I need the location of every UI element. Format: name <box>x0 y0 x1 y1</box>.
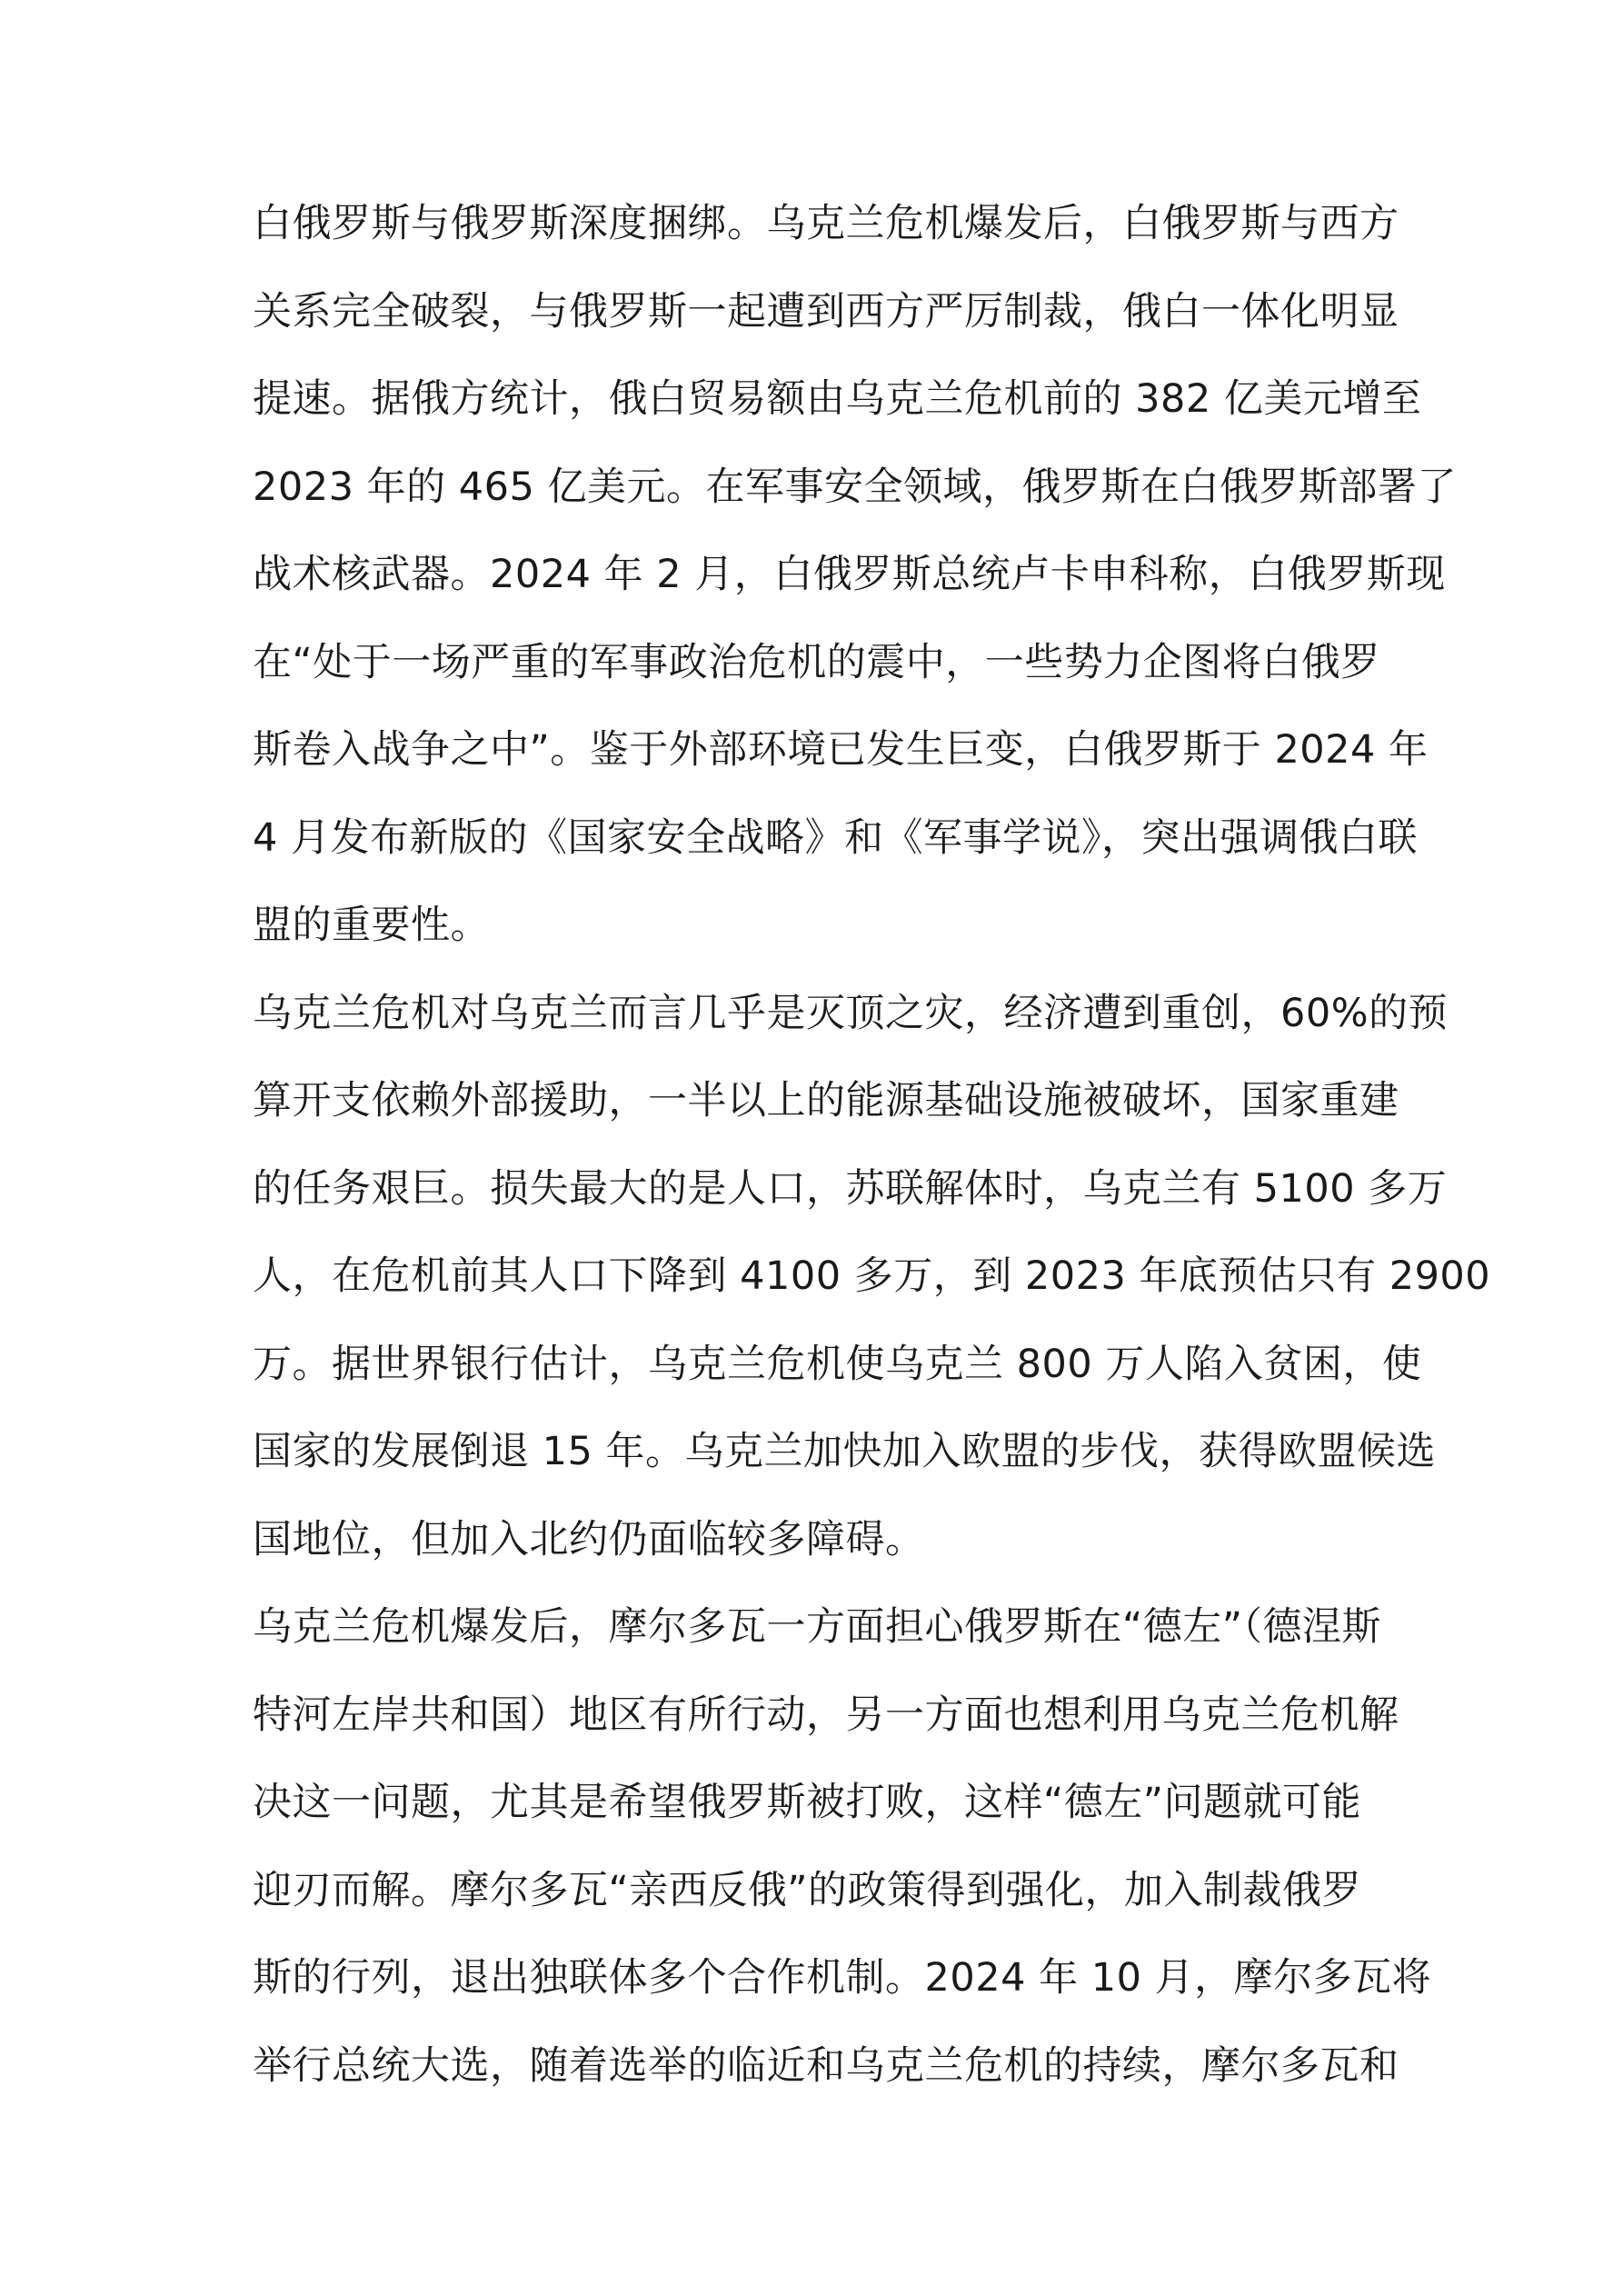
text-line: 战术核武器。2024 年 2 月，白俄罗斯总统卢卡申科称，白俄罗斯现 <box>253 552 1446 597</box>
paragraph-ukraine <box>253 970 1491 1584</box>
text-line: 算开支依赖外部援助，一半以上的能源基础设施被破坏，国家重建 <box>253 1078 1399 1123</box>
text-line: 举行总统大选，随着选举的临近和乌克兰危机的持续，摩尔多瓦和 <box>253 2042 1399 2089</box>
text-line: 国地位，但加入北约仍面临较多障碍。 <box>253 1516 925 1562</box>
text-line: 国家的发展倒退 15 年。乌克兰加快加入欧盟的步伐，获得欧盟候选 <box>253 1429 1437 1474</box>
text-line: 乌克兰危机对乌克兰而言几乎是灭顶之灾，经济遭到重创，60%的预 <box>253 990 1449 1036</box>
text-line: 的任务艰巨。损失最大的是人口，苏联解体时，乌克兰有 5100 多万 <box>253 1165 1448 1212</box>
text-line: 人，在危机前其人口下降到 4100 多万，到 2023 年底预估只有 2900 <box>253 1253 1491 1299</box>
paragraph-belarus <box>253 180 1458 970</box>
text-line: 乌克兰危机爆发后，摩尔多瓦一方面担心俄罗斯在“德左”（德涅斯 <box>253 1604 1382 1650</box>
text-line: 关系完全破裂，与俄罗斯一起遭到西方严厉制裁，俄白一体化明显 <box>253 288 1399 334</box>
text-line: 在“处于一场严重的军事政治危机的震中，一些势力企图将白俄罗 <box>253 639 1380 685</box>
text-line: 万。据世界银行估计，乌克兰危机使乌克兰 800 万人陷入贫困，使 <box>253 1341 1422 1387</box>
text-line: 提速。据俄方统计，俄白贸易额由乌克兰危机前的 382 亿美元增至 <box>253 376 1422 422</box>
text-line: 盟的重要性。 <box>253 903 490 948</box>
text-line: 白俄罗斯与俄罗斯深度捆绑。乌克兰危机爆发后，白俄罗斯与西方 <box>253 201 1399 246</box>
document-body <box>253 180 1491 2110</box>
text-line: 迎刃而解。摩尔多瓦“亲西反俄”的政策得到强化，加入制裁俄罗 <box>253 1867 1362 1913</box>
text-line: 斯卷入战争之中”。鉴于外部环境已发生巨变，白俄罗斯于 2024 年 <box>253 727 1429 773</box>
text-line: 2023 年的 465 亿美元。在军事安全领域，俄罗斯在白俄罗斯部署了 <box>253 464 1458 510</box>
text-line: 决这一问题，尤其是希望俄罗斯被打败，这样“德左”问题就可能 <box>253 1780 1362 1825</box>
paragraph-moldova <box>253 1583 1432 2110</box>
text-line: 特河左岸共和国）地区有所行动，另一方面也想利用乌克兰危机解 <box>253 1692 1399 1738</box>
text-line: 斯的行列，退出独联体多个合作机制。2024 年 10 月，摩尔多瓦将 <box>253 1955 1432 2001</box>
text-line: 4 月发布新版的《国家安全战略》和《军事学说》，突出强调俄白联 <box>253 814 1419 861</box>
